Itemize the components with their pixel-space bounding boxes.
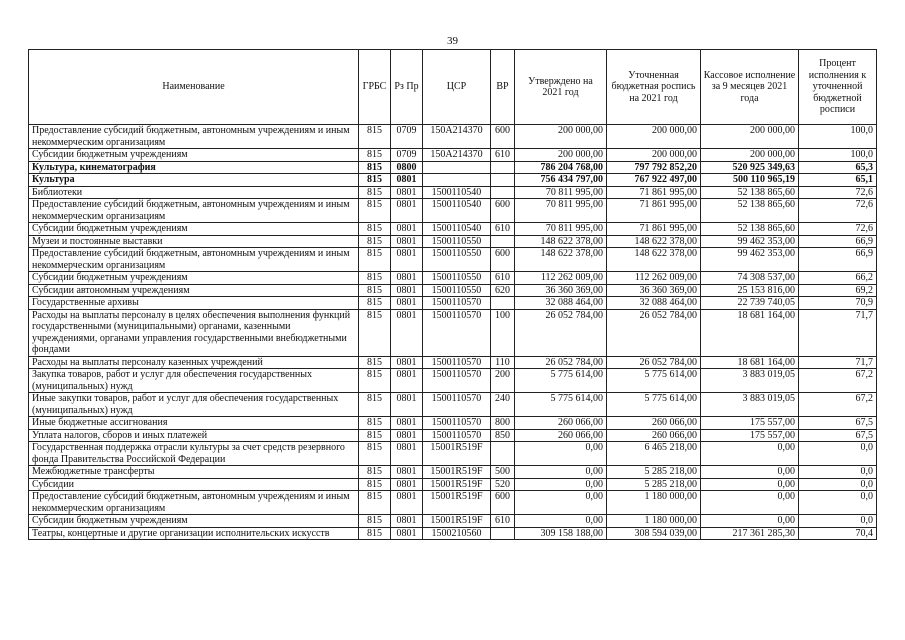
cell-rzpr: 0801 bbox=[391, 199, 423, 223]
table-row bbox=[29, 161, 877, 174]
cell-rzpr: 0801 bbox=[391, 369, 423, 393]
cell-refined: 26 052 784,00 bbox=[607, 309, 701, 356]
cell-refined: 5 775 614,00 bbox=[607, 393, 701, 417]
cell-grbs: 815 bbox=[359, 186, 391, 199]
cell-csr: 1500110550 bbox=[423, 248, 491, 272]
cell-approved: 0,00 bbox=[515, 478, 607, 491]
cell-executed: 175 557,00 bbox=[701, 417, 799, 430]
header-name: Наименование bbox=[29, 50, 359, 125]
cell-rzpr: 0801 bbox=[391, 527, 423, 540]
cell-percent: 66,9 bbox=[799, 248, 877, 272]
cell-refined: 797 792 852,20 bbox=[607, 161, 701, 174]
cell-csr: 1500110570 bbox=[423, 297, 491, 310]
cell-name: Иные закупки товаров, работ и услуг для обеспечения государственных (муниципальных) нужд bbox=[29, 393, 359, 417]
cell-approved: 36 360 369,00 bbox=[515, 284, 607, 297]
cell-refined: 6 465 218,00 bbox=[607, 442, 701, 466]
cell-approved: 0,00 bbox=[515, 442, 607, 466]
table-header-row bbox=[29, 50, 877, 125]
cell-executed: 52 138 865,60 bbox=[701, 223, 799, 236]
cell-grbs: 815 bbox=[359, 149, 391, 162]
cell-refined: 767 922 497,00 bbox=[607, 174, 701, 187]
cell-vr: 500 bbox=[491, 466, 515, 479]
cell-name: Государственные архивы bbox=[29, 297, 359, 310]
table-row bbox=[29, 527, 877, 540]
cell-grbs: 815 bbox=[359, 174, 391, 187]
cell-name: Уплата налогов, сборов и иных платежей bbox=[29, 429, 359, 442]
cell-executed: 99 462 353,00 bbox=[701, 235, 799, 248]
table-row bbox=[29, 235, 877, 248]
cell-refined: 32 088 464,00 bbox=[607, 297, 701, 310]
cell-executed: 52 138 865,60 bbox=[701, 199, 799, 223]
cell-percent: 0,0 bbox=[799, 515, 877, 528]
cell-executed: 520 925 349,63 bbox=[701, 161, 799, 174]
header-vr: ВР bbox=[491, 50, 515, 125]
cell-percent: 70,9 bbox=[799, 297, 877, 310]
cell-approved: 200 000,00 bbox=[515, 149, 607, 162]
cell-approved: 148 622 378,00 bbox=[515, 248, 607, 272]
cell-executed: 0,00 bbox=[701, 478, 799, 491]
cell-executed: 74 308 537,00 bbox=[701, 272, 799, 285]
cell-vr: 610 bbox=[491, 515, 515, 528]
table-row bbox=[29, 272, 877, 285]
cell-csr: 1500110540 bbox=[423, 223, 491, 236]
cell-vr bbox=[491, 235, 515, 248]
cell-grbs: 815 bbox=[359, 527, 391, 540]
cell-approved: 26 052 784,00 bbox=[515, 309, 607, 356]
cell-grbs: 815 bbox=[359, 272, 391, 285]
cell-grbs: 815 bbox=[359, 297, 391, 310]
cell-percent: 65,1 bbox=[799, 174, 877, 187]
cell-csr: 1500110540 bbox=[423, 186, 491, 199]
cell-vr: 850 bbox=[491, 429, 515, 442]
cell-approved: 260 066,00 bbox=[515, 417, 607, 430]
cell-csr: 15001R519F bbox=[423, 466, 491, 479]
cell-executed: 0,00 bbox=[701, 442, 799, 466]
cell-executed: 175 557,00 bbox=[701, 429, 799, 442]
cell-executed: 0,00 bbox=[701, 466, 799, 479]
cell-approved: 309 158 188,00 bbox=[515, 527, 607, 540]
cell-name: Культура, кинематография bbox=[29, 161, 359, 174]
cell-grbs: 815 bbox=[359, 466, 391, 479]
cell-rzpr: 0801 bbox=[391, 272, 423, 285]
cell-name: Расходы на выплаты персоналу казенных учреждений bbox=[29, 356, 359, 369]
cell-approved: 112 262 009,00 bbox=[515, 272, 607, 285]
cell-csr: 1500110570 bbox=[423, 429, 491, 442]
cell-csr bbox=[423, 174, 491, 187]
cell-rzpr: 0709 bbox=[391, 125, 423, 149]
cell-executed: 3 883 019,05 bbox=[701, 393, 799, 417]
cell-approved: 148 622 378,00 bbox=[515, 235, 607, 248]
cell-grbs: 815 bbox=[359, 515, 391, 528]
cell-name: Субсидии бюджетным учреждениям bbox=[29, 515, 359, 528]
cell-name: Государственная поддержка отрасли культуры за счет средств резервного фонда Правительства Российской Федерации bbox=[29, 442, 359, 466]
cell-rzpr: 0801 bbox=[391, 284, 423, 297]
cell-grbs: 815 bbox=[359, 199, 391, 223]
cell-grbs: 815 bbox=[359, 369, 391, 393]
cell-csr: 1500110570 bbox=[423, 417, 491, 430]
cell-csr: 15001R519F bbox=[423, 478, 491, 491]
cell-refined: 260 066,00 bbox=[607, 417, 701, 430]
cell-executed: 18 681 164,00 bbox=[701, 356, 799, 369]
cell-approved: 0,00 bbox=[515, 466, 607, 479]
cell-executed: 217 361 285,30 bbox=[701, 527, 799, 540]
cell-vr: 110 bbox=[491, 356, 515, 369]
cell-name: Субсидии бюджетным учреждениям bbox=[29, 149, 359, 162]
page-number: 39 bbox=[447, 35, 458, 47]
cell-approved: 756 434 797,00 bbox=[515, 174, 607, 187]
cell-executed: 52 138 865,60 bbox=[701, 186, 799, 199]
cell-grbs: 815 bbox=[359, 235, 391, 248]
cell-refined: 1 180 000,00 bbox=[607, 515, 701, 528]
cell-rzpr: 0801 bbox=[391, 429, 423, 442]
header-executed: Кассовое исполнение за 9 месяцев 2021 года bbox=[701, 50, 799, 125]
cell-refined: 71 861 995,00 bbox=[607, 186, 701, 199]
cell-grbs: 815 bbox=[359, 442, 391, 466]
cell-csr: 1500110550 bbox=[423, 272, 491, 285]
cell-refined: 112 262 009,00 bbox=[607, 272, 701, 285]
cell-name: Культура bbox=[29, 174, 359, 187]
cell-csr: 1500110550 bbox=[423, 284, 491, 297]
cell-approved: 26 052 784,00 bbox=[515, 356, 607, 369]
cell-executed: 22 739 740,05 bbox=[701, 297, 799, 310]
cell-name: Субсидии бюджетным учреждениям bbox=[29, 272, 359, 285]
cell-grbs: 815 bbox=[359, 284, 391, 297]
cell-approved: 5 775 614,00 bbox=[515, 393, 607, 417]
cell-approved: 0,00 bbox=[515, 515, 607, 528]
cell-refined: 308 594 039,00 bbox=[607, 527, 701, 540]
cell-percent: 0,0 bbox=[799, 466, 877, 479]
cell-csr: 1500110570 bbox=[423, 356, 491, 369]
cell-rzpr: 0801 bbox=[391, 478, 423, 491]
cell-vr: 610 bbox=[491, 149, 515, 162]
cell-grbs: 815 bbox=[359, 125, 391, 149]
cell-vr bbox=[491, 186, 515, 199]
table-row bbox=[29, 393, 877, 417]
cell-rzpr: 0801 bbox=[391, 174, 423, 187]
cell-percent: 67,2 bbox=[799, 393, 877, 417]
cell-name: Расходы на выплаты персоналу в целях обеспечения выполнения функций государственными (муниципальными) органами, казенными учреждениями, органами управления государственными внебюджетными фондами bbox=[29, 309, 359, 356]
table-row bbox=[29, 356, 877, 369]
table-row bbox=[29, 369, 877, 393]
cell-rzpr: 0801 bbox=[391, 491, 423, 515]
cell-vr: 610 bbox=[491, 272, 515, 285]
cell-percent: 67,5 bbox=[799, 429, 877, 442]
cell-executed: 500 110 965,19 bbox=[701, 174, 799, 187]
cell-refined: 148 622 378,00 bbox=[607, 235, 701, 248]
cell-csr: 1500210560 bbox=[423, 527, 491, 540]
cell-vr: 600 bbox=[491, 491, 515, 515]
cell-percent: 66,2 bbox=[799, 272, 877, 285]
cell-name: Субсидии автономным учреждениям bbox=[29, 284, 359, 297]
cell-rzpr: 0709 bbox=[391, 149, 423, 162]
cell-vr: 200 bbox=[491, 369, 515, 393]
cell-vr bbox=[491, 442, 515, 466]
cell-vr: 610 bbox=[491, 223, 515, 236]
cell-csr: 1500110550 bbox=[423, 235, 491, 248]
cell-percent: 71,7 bbox=[799, 356, 877, 369]
cell-csr: 150А214370 bbox=[423, 149, 491, 162]
cell-grbs: 815 bbox=[359, 429, 391, 442]
table-row bbox=[29, 297, 877, 310]
cell-rzpr: 0800 bbox=[391, 161, 423, 174]
cell-executed: 200 000,00 bbox=[701, 125, 799, 149]
cell-csr: 1500110570 bbox=[423, 369, 491, 393]
cell-executed: 0,00 bbox=[701, 515, 799, 528]
cell-csr: 1500110540 bbox=[423, 199, 491, 223]
cell-approved: 5 775 614,00 bbox=[515, 369, 607, 393]
cell-executed: 0,00 bbox=[701, 491, 799, 515]
cell-refined: 36 360 369,00 bbox=[607, 284, 701, 297]
cell-vr: 800 bbox=[491, 417, 515, 430]
cell-executed: 200 000,00 bbox=[701, 149, 799, 162]
cell-rzpr: 0801 bbox=[391, 417, 423, 430]
cell-grbs: 815 bbox=[359, 223, 391, 236]
budget-execution-table bbox=[28, 49, 877, 540]
cell-refined: 260 066,00 bbox=[607, 429, 701, 442]
cell-rzpr: 0801 bbox=[391, 223, 423, 236]
cell-name: Театры, концертные и другие организации исполнительских искусств bbox=[29, 527, 359, 540]
table-row bbox=[29, 186, 877, 199]
cell-vr: 600 bbox=[491, 199, 515, 223]
cell-percent: 70,4 bbox=[799, 527, 877, 540]
header-rzpr: Рз Пр bbox=[391, 50, 423, 125]
cell-percent: 0,0 bbox=[799, 491, 877, 515]
cell-rzpr: 0801 bbox=[391, 297, 423, 310]
table-row bbox=[29, 248, 877, 272]
cell-percent: 69,2 bbox=[799, 284, 877, 297]
cell-name: Закупка товаров, работ и услуг для обеспечения государственных (муниципальных) нужд bbox=[29, 369, 359, 393]
cell-vr bbox=[491, 161, 515, 174]
cell-approved: 0,00 bbox=[515, 491, 607, 515]
cell-name: Субсидии bbox=[29, 478, 359, 491]
cell-percent: 0,0 bbox=[799, 442, 877, 466]
table-row bbox=[29, 442, 877, 466]
cell-grbs: 815 bbox=[359, 478, 391, 491]
cell-refined: 5 285 218,00 bbox=[607, 466, 701, 479]
table-row bbox=[29, 223, 877, 236]
table-row bbox=[29, 199, 877, 223]
cell-refined: 1 180 000,00 bbox=[607, 491, 701, 515]
table-row bbox=[29, 466, 877, 479]
cell-vr: 600 bbox=[491, 248, 515, 272]
cell-percent: 67,2 bbox=[799, 369, 877, 393]
cell-refined: 5 775 614,00 bbox=[607, 369, 701, 393]
cell-refined: 200 000,00 bbox=[607, 149, 701, 162]
cell-csr bbox=[423, 161, 491, 174]
cell-csr: 15001R519F bbox=[423, 491, 491, 515]
cell-vr bbox=[491, 527, 515, 540]
cell-percent: 100,0 bbox=[799, 149, 877, 162]
cell-approved: 260 066,00 bbox=[515, 429, 607, 442]
cell-csr: 15001R519F bbox=[423, 442, 491, 466]
cell-grbs: 815 bbox=[359, 248, 391, 272]
cell-executed: 99 462 353,00 bbox=[701, 248, 799, 272]
cell-approved: 200 000,00 bbox=[515, 125, 607, 149]
cell-refined: 5 285 218,00 bbox=[607, 478, 701, 491]
table-row bbox=[29, 515, 877, 528]
header-csr: ЦСР bbox=[423, 50, 491, 125]
cell-grbs: 815 bbox=[359, 491, 391, 515]
cell-percent: 71,7 bbox=[799, 309, 877, 356]
cell-refined: 148 622 378,00 bbox=[607, 248, 701, 272]
cell-vr bbox=[491, 297, 515, 310]
cell-rzpr: 0801 bbox=[391, 186, 423, 199]
header-approved: Утверждено на 2021 год bbox=[515, 50, 607, 125]
cell-name: Иные бюджетные ассигнования bbox=[29, 417, 359, 430]
cell-percent: 72,6 bbox=[799, 199, 877, 223]
cell-rzpr: 0801 bbox=[391, 515, 423, 528]
cell-rzpr: 0801 bbox=[391, 356, 423, 369]
cell-percent: 0,0 bbox=[799, 478, 877, 491]
cell-rzpr: 0801 bbox=[391, 248, 423, 272]
table-row bbox=[29, 429, 877, 442]
cell-csr: 15001R519F bbox=[423, 515, 491, 528]
cell-rzpr: 0801 bbox=[391, 235, 423, 248]
table-row bbox=[29, 491, 877, 515]
cell-percent: 66,9 bbox=[799, 235, 877, 248]
cell-executed: 18 681 164,00 bbox=[701, 309, 799, 356]
header-grbs: ГРБС bbox=[359, 50, 391, 125]
cell-refined: 26 052 784,00 bbox=[607, 356, 701, 369]
cell-name: Субсидии бюджетным учреждениям bbox=[29, 223, 359, 236]
cell-grbs: 815 bbox=[359, 309, 391, 356]
cell-name: Предоставление субсидий бюджетным, автономным учреждениям и иным некоммерческим организациям bbox=[29, 199, 359, 223]
cell-rzpr: 0801 bbox=[391, 393, 423, 417]
cell-name: Межбюджетные трансферты bbox=[29, 466, 359, 479]
cell-grbs: 815 bbox=[359, 356, 391, 369]
table-row bbox=[29, 174, 877, 187]
cell-grbs: 815 bbox=[359, 393, 391, 417]
cell-name: Библиотеки bbox=[29, 186, 359, 199]
header-refined: Уточненная бюджетная роспись на 2021 год bbox=[607, 50, 701, 125]
cell-csr: 150А214370 bbox=[423, 125, 491, 149]
cell-approved: 32 088 464,00 bbox=[515, 297, 607, 310]
cell-percent: 67,5 bbox=[799, 417, 877, 430]
cell-percent: 72,6 bbox=[799, 223, 877, 236]
cell-approved: 70 811 995,00 bbox=[515, 223, 607, 236]
table-body bbox=[29, 125, 877, 540]
cell-vr bbox=[491, 174, 515, 187]
header-percent: Процент исполнения к уточненной бюджетной росписи bbox=[799, 50, 877, 125]
table-row bbox=[29, 284, 877, 297]
cell-approved: 786 204 768,00 bbox=[515, 161, 607, 174]
cell-executed: 3 883 019,05 bbox=[701, 369, 799, 393]
table-row bbox=[29, 417, 877, 430]
cell-approved: 70 811 995,00 bbox=[515, 199, 607, 223]
cell-name: Предоставление субсидий бюджетным, автономным учреждениям и иным некоммерческим организациям bbox=[29, 491, 359, 515]
table-row bbox=[29, 309, 877, 356]
cell-rzpr: 0801 bbox=[391, 309, 423, 356]
cell-csr: 1500110570 bbox=[423, 393, 491, 417]
table-row bbox=[29, 478, 877, 491]
cell-vr: 520 bbox=[491, 478, 515, 491]
cell-vr: 100 bbox=[491, 309, 515, 356]
cell-percent: 65,3 bbox=[799, 161, 877, 174]
cell-vr: 620 bbox=[491, 284, 515, 297]
cell-grbs: 815 bbox=[359, 417, 391, 430]
cell-name: Музеи и постоянные выставки bbox=[29, 235, 359, 248]
cell-csr: 1500110570 bbox=[423, 309, 491, 356]
table-row bbox=[29, 125, 877, 149]
cell-executed: 25 153 816,00 bbox=[701, 284, 799, 297]
cell-rzpr: 0801 bbox=[391, 466, 423, 479]
cell-grbs: 815 bbox=[359, 161, 391, 174]
cell-vr: 240 bbox=[491, 393, 515, 417]
table-row bbox=[29, 149, 877, 162]
cell-percent: 72,6 bbox=[799, 186, 877, 199]
cell-name: Предоставление субсидий бюджетным, автономным учреждениям и иным некоммерческим организациям bbox=[29, 125, 359, 149]
cell-rzpr: 0801 bbox=[391, 442, 423, 466]
cell-vr: 600 bbox=[491, 125, 515, 149]
cell-name: Предоставление субсидий бюджетным, автономным учреждениям и иным некоммерческим организациям bbox=[29, 248, 359, 272]
cell-approved: 70 811 995,00 bbox=[515, 186, 607, 199]
cell-refined: 71 861 995,00 bbox=[607, 199, 701, 223]
cell-refined: 71 861 995,00 bbox=[607, 223, 701, 236]
cell-percent: 100,0 bbox=[799, 125, 877, 149]
cell-refined: 200 000,00 bbox=[607, 125, 701, 149]
